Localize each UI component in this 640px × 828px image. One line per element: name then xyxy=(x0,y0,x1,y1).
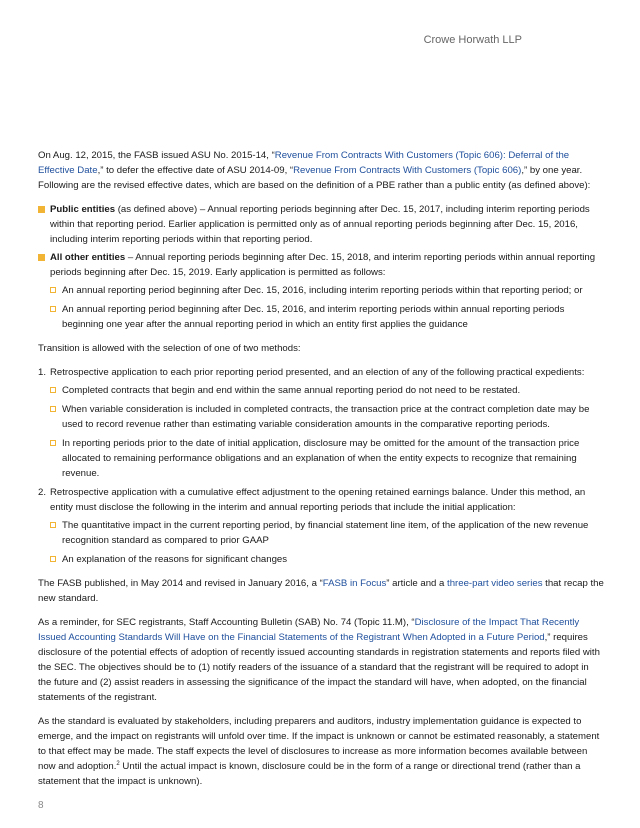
list-item-text: When variable consideration is included in completed contracts, the transaction price at the contract completion date may be used to record revenue rather than estimating variable consideration amounts in the comparative reporting periods. xyxy=(62,404,590,430)
method-item xyxy=(38,365,604,481)
hollow-square-bullet-icon xyxy=(50,406,56,412)
list-item-text: In reporting periods prior to the date of initial application, disclosure may be omitted for the amount of the transaction price allocated to remaining performance obligations and an explanation of when the entity expects to recognize that remaining revenue. xyxy=(62,438,580,479)
fasb-resources-paragraph xyxy=(38,576,604,606)
early-application-list xyxy=(50,283,604,332)
method-text: Retrospective application to each prior reporting period presented, and an election of any of the following practical expedients: xyxy=(50,367,585,378)
method-text: Retrospective application with a cumulative effect adjustment to the opening retained earnings balance. Under this method, an entity must disclose the following in the interim and annual reporting periods that include the initial application: xyxy=(50,487,586,513)
method-number: 1. xyxy=(38,367,47,378)
list-item-text: Completed contracts that begin and end within the same annual reporting period do not need to be restated. xyxy=(62,385,521,396)
hollow-square-bullet-icon xyxy=(50,522,56,528)
square-bullet-icon xyxy=(38,254,45,261)
list-item xyxy=(50,383,604,398)
list-item-text: An annual reporting period beginning after Dec. 15, 2016, including interim reporting periods within that reporting period; or xyxy=(62,285,583,296)
intro-paragraph xyxy=(38,148,604,193)
page-header-firm: Crowe Horwath LLP xyxy=(423,34,522,46)
hollow-square-bullet-icon xyxy=(50,556,56,562)
list-item xyxy=(50,552,604,567)
paragraph-text: As a reminder, for SEC registrants, Staff Accounting Bulletin (SAB) No. 74 (Topic 11.M), “ xyxy=(38,617,415,628)
sec-reminder-paragraph xyxy=(38,615,604,705)
list-item-text: An annual reporting period beginning after Dec. 15, 2016, and interim reporting periods within annual reporting periods beginning one year after the annual reporting period in which an entity first applies the guidance xyxy=(62,304,565,330)
hollow-square-bullet-icon xyxy=(50,306,56,312)
transition-methods-list xyxy=(38,365,604,567)
closing-paragraph xyxy=(38,714,604,789)
list-item xyxy=(50,283,604,298)
entity-description: (as defined above) – Annual reporting periods beginning after Dec. 15, 2017, including interim reporting periods within that reporting period. Earlier application is permitted only as of annual reporting periods beginning after Dec. 15, 2016, including interim reporting periods within that reporting period. xyxy=(50,204,590,245)
entity-label: Public entities xyxy=(50,204,116,215)
disclosure-requirements-list xyxy=(50,518,604,567)
paragraph-text: ,” requires disclosure of the potential effects of adoption of recently issued accounting standards in registration statements and reports filed with the SEC. The objectives should be to (1) notify readers of the issuance of a standard that the registrant will be required to adopt in the future and (2) assist readers in assessing the significance of the impact the standard will have, when adopted, on the financial statements of the registrant. xyxy=(38,632,600,703)
paragraph-text: ” article and a xyxy=(386,578,448,589)
list-item xyxy=(50,402,604,432)
fasb-in-focus-link[interactable]: FASB in Focus xyxy=(322,578,387,589)
video-series-link[interactable]: three-part video series xyxy=(447,578,543,589)
effective-dates-list xyxy=(38,202,604,332)
paragraph-text: Until the actual impact is known, disclosure could be in the form of a range or directional trend (rather than a statement that the impact is unknown). xyxy=(38,761,581,787)
paragraph-text: that recap the new standard. xyxy=(38,578,604,604)
list-item-other-entities xyxy=(38,250,604,332)
intro-text: ,” by one year. Following are the revised effective dates, which are based on the definition of a PBE rather than a public entity (as defined above): xyxy=(38,165,591,191)
page-number: 8 xyxy=(38,800,44,811)
document-body xyxy=(38,148,604,798)
hollow-square-bullet-icon xyxy=(50,440,56,446)
list-item-text: An explanation of the reasons for significant changes xyxy=(62,554,288,565)
hollow-square-bullet-icon xyxy=(50,287,56,293)
sab-74-link[interactable]: Disclosure of the Impact That Recently Issued Accounting Standards Will Have on the Financial Statements of the Registrant When Adopted in a Future Period xyxy=(38,617,580,643)
intro-text: On Aug. 12, 2015, the FASB issued ASU No. 2015-14, “ xyxy=(38,150,275,161)
method-number: 2. xyxy=(38,487,47,498)
practical-expedients-list xyxy=(50,383,604,481)
list-item-public-entities xyxy=(38,202,604,247)
hollow-square-bullet-icon xyxy=(50,387,56,393)
asu-2015-14-link[interactable]: Revenue From Contracts With Customers (Topic 606): Deferral of the Effective Date xyxy=(38,150,570,176)
list-item-text: The quantitative impact in the current reporting period, by financial statement line item, of the application of the new revenue recognition standard as compared to prior GAAP xyxy=(62,520,589,546)
transition-intro: Transition is allowed with the selection of one of two methods: xyxy=(38,343,301,354)
footnote-marker: 2 xyxy=(116,760,120,767)
intro-text: ,” to defer the effective date of ASU 2014-09, “ xyxy=(97,165,294,176)
list-item xyxy=(50,436,604,481)
square-bullet-icon xyxy=(38,206,45,213)
list-item xyxy=(50,302,604,332)
asu-2014-09-link[interactable]: Revenue From Contracts With Customers (Topic 606) xyxy=(293,165,522,176)
paragraph-text: The FASB published, in May 2014 and revised in January 2016, a “ xyxy=(38,578,323,589)
entity-description: – Annual reporting periods beginning after Dec. 15, 2018, and interim reporting periods within annual reporting periods beginning after Dec. 15, 2019. Early application is permitted as follows: xyxy=(50,252,596,278)
paragraph-text: As the standard is evaluated by stakeholders, including preparers and auditors, industry implementation guidance is expected to emerge, and the impact on registrants will unfold over time. If the impact is unknown or cannot be estimated reasonably, a statement to that effect may be made. The staff expects the level of disclosures to increase as more information becomes available between now and adoption. xyxy=(38,716,600,772)
method-item xyxy=(38,485,604,567)
entity-label: All other entities xyxy=(50,252,126,263)
list-item xyxy=(50,518,604,548)
